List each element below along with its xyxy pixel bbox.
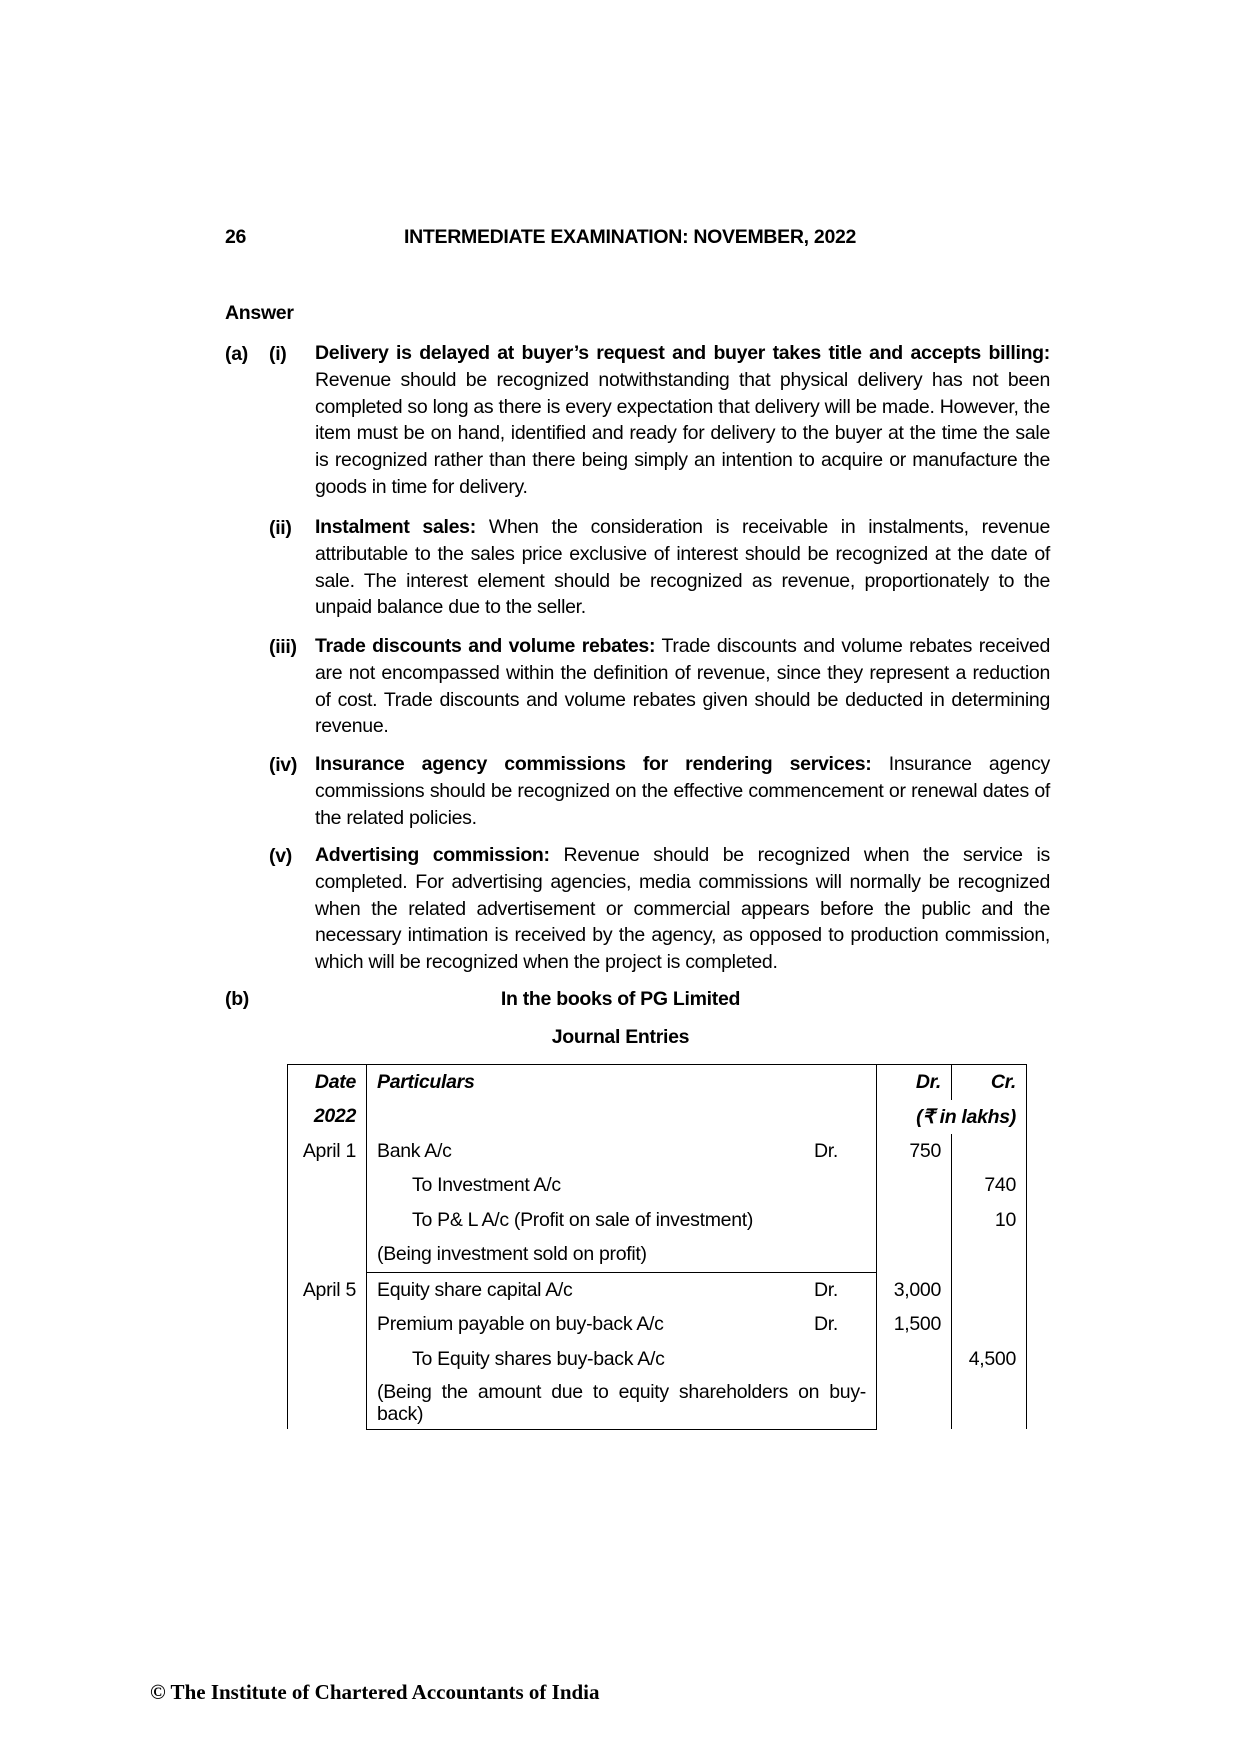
row-date bbox=[288, 1342, 367, 1377]
item-title: Delivery is delayed at buyer’s request and buyer takes title and accepts billing: bbox=[315, 342, 1050, 364]
dr-mark: Dr. bbox=[813, 1139, 838, 1162]
cr-amount bbox=[952, 1134, 1027, 1169]
cr-amount: 10 bbox=[952, 1203, 1027, 1238]
dr-amount: 750 bbox=[877, 1134, 952, 1169]
table-row bbox=[288, 1169, 1027, 1204]
table-subheader-row bbox=[288, 1100, 1027, 1135]
row-date bbox=[288, 1203, 367, 1238]
table-row bbox=[288, 1203, 1027, 1238]
item-number: (i) bbox=[269, 343, 287, 365]
cr-amount bbox=[952, 1238, 1027, 1273]
particulars-text: To Investment A/c bbox=[412, 1174, 561, 1197]
answer-item bbox=[315, 514, 1050, 621]
part-b-label: (b) bbox=[225, 988, 249, 1010]
dr-amount bbox=[877, 1169, 952, 1204]
row-particulars bbox=[367, 1377, 877, 1430]
item-number: (iii) bbox=[269, 636, 297, 658]
cr-amount bbox=[952, 1273, 1027, 1308]
item-title: Trade discounts and volume rebates: bbox=[315, 635, 656, 657]
item-text: Trade discounts and volume rebates received are not encompassed within the definition of revenue, since they represent a reduction of cost. Trade discounts and volume rebates given should be deducted in determining revenue. bbox=[315, 635, 1051, 738]
row-date bbox=[288, 1238, 367, 1273]
table-row bbox=[288, 1342, 1027, 1377]
particulars-text: To Equity shares buy-back A/c bbox=[412, 1347, 665, 1370]
row-particulars bbox=[367, 1342, 877, 1377]
item-title: Instalment sales: bbox=[315, 516, 476, 538]
item-number: (iv) bbox=[269, 754, 298, 776]
row-date bbox=[288, 1308, 367, 1343]
exam-title: INTERMEDIATE EXAMINATION: NOVEMBER, 2022 bbox=[404, 226, 857, 248]
row-particulars bbox=[367, 1273, 877, 1308]
date-header: Date bbox=[288, 1065, 367, 1100]
row-particulars bbox=[367, 1134, 877, 1169]
dr-amount: 1,500 bbox=[877, 1308, 952, 1343]
table-row bbox=[288, 1238, 1027, 1273]
item-title: Advertising commission: bbox=[315, 844, 550, 866]
table-row bbox=[288, 1308, 1027, 1343]
row-date bbox=[288, 1169, 367, 1204]
answer-item bbox=[315, 842, 1050, 976]
particulars-text: (Being the amount due to equity shareholders on buy-back) bbox=[377, 1380, 866, 1425]
item-number: (ii) bbox=[269, 517, 292, 539]
cr-amount: 740 bbox=[952, 1169, 1027, 1204]
unit-label: (₹ in lakhs) bbox=[877, 1100, 1027, 1135]
journal-table bbox=[287, 1064, 1027, 1430]
table-row bbox=[288, 1273, 1027, 1308]
dr-amount bbox=[877, 1203, 952, 1238]
answer-heading: Answer bbox=[225, 302, 294, 324]
row-particulars bbox=[367, 1203, 877, 1238]
row-particulars bbox=[367, 1308, 877, 1343]
item-text: Revenue should be recognized notwithstanding that physical delivery has not been completed so long as there is every expectation that delivery will be made. However, the item must be on hand, identified and ready for delivery to the buyer at the time the sale is recognized rather than there being simply an intention to acquire or manufacture the goods in time for delivery. bbox=[315, 368, 1050, 498]
copyright-footer: © The Institute of Chartered Accountants of India bbox=[150, 1680, 600, 1704]
dr-header: Dr. bbox=[877, 1065, 952, 1100]
item-title: Insurance agency commissions for rendering services: bbox=[315, 753, 872, 775]
cr-amount bbox=[952, 1377, 1027, 1430]
books-heading: In the books of PG Limited bbox=[500, 988, 741, 1010]
journal-heading: Journal Entries bbox=[551, 1026, 690, 1048]
row-date: April 1 bbox=[288, 1134, 367, 1169]
dr-mark: Dr. bbox=[813, 1278, 838, 1301]
particulars-text: Premium payable on buy-back A/c bbox=[377, 1313, 664, 1336]
dr-mark: Dr. bbox=[813, 1313, 838, 1336]
particulars-header: Particulars bbox=[367, 1065, 877, 1100]
row-particulars bbox=[367, 1169, 877, 1204]
answer-item bbox=[315, 633, 1050, 740]
table-header-row bbox=[288, 1065, 1027, 1100]
dr-amount bbox=[877, 1238, 952, 1273]
item-text: Revenue should be recognized when the service is completed. For advertising agencies, media commissions will normally be recognized when the related advertisement or commercial appears before the public and the necessary intimation is received by the agency, as opposed to production commission, which will be recognized when the project is completed. bbox=[315, 844, 1051, 974]
row-date: April 5 bbox=[288, 1273, 367, 1308]
particulars-text: Equity share capital A/c bbox=[377, 1278, 573, 1301]
cr-amount: 4,500 bbox=[952, 1342, 1027, 1377]
cr-header: Cr. bbox=[952, 1065, 1027, 1100]
year-label: 2022 bbox=[288, 1100, 367, 1135]
item-text: Insurance agency commissions should be recognized on the effective commencement or renewal dates of the related policies. bbox=[315, 753, 1050, 829]
part-a-label: (a) bbox=[225, 343, 248, 365]
item-number: (v) bbox=[269, 845, 292, 867]
cr-amount bbox=[952, 1308, 1027, 1343]
page-number: 26 bbox=[225, 226, 247, 248]
item-text: When the consideration is receivable in instalments, revenue attributable to the sales price exclusive of interest should be recognized at the date of sale. The interest element should be recognized as revenue, proportionately to the unpaid balance due to the seller. bbox=[315, 516, 1050, 619]
dr-amount bbox=[877, 1377, 952, 1430]
dr-amount: 3,000 bbox=[877, 1273, 952, 1308]
particulars-text: Bank A/c bbox=[377, 1139, 452, 1162]
particulars-text: To P& L A/c (Profit on sale of investment) bbox=[412, 1208, 754, 1231]
table-row bbox=[288, 1134, 1027, 1169]
dr-amount bbox=[877, 1342, 952, 1377]
row-date bbox=[288, 1377, 367, 1430]
particulars-text: (Being investment sold on profit) bbox=[377, 1243, 647, 1266]
answer-item bbox=[315, 340, 1050, 501]
row-particulars bbox=[367, 1238, 877, 1273]
answer-item bbox=[315, 751, 1050, 831]
table-row bbox=[288, 1377, 1027, 1430]
